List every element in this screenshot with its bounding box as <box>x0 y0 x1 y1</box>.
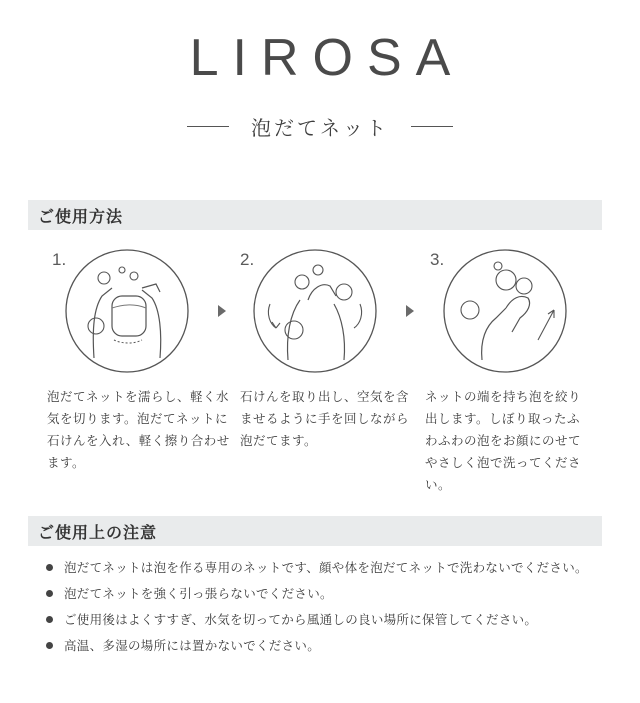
brand-logo: LIROSA <box>189 29 465 87</box>
step-2-number: 2. <box>240 250 255 269</box>
step-2-illustration <box>252 248 378 374</box>
step-3-number: 3. <box>430 250 445 269</box>
bullet-icon <box>46 642 53 649</box>
caution-item-3-text: ご使用後はよくすすぎ、水気を切ってから風通しの良い場所に保管してください。 <box>64 612 538 627</box>
caution-item-4 <box>46 634 596 658</box>
step-2-text: 石けんを取り出し、空気を含ませるように手を回しながら泡だてます。 <box>240 389 410 448</box>
caution-item-2 <box>46 582 596 606</box>
step-arrow-2 <box>406 305 414 317</box>
cautions-section-header <box>28 516 602 546</box>
usage-section-title: ご使用方法 <box>38 206 124 226</box>
step-1-text: 泡だてネットを濡らし、軽く水気を切ります。泡だてネットに石けんを入れ、軽く擦り合わせます。 <box>47 389 230 470</box>
step-1-illustration <box>64 248 190 374</box>
caution-item-2-text: 泡だてネットを強く引っ張らないでください。 <box>64 586 333 601</box>
subtitle-line-right <box>411 126 453 127</box>
step-1-number: 1. <box>52 250 67 269</box>
subtitle-line-left <box>187 126 229 127</box>
step-3-text: ネットの端を持ち泡を絞り出します。しぼり取ったふわふわの泡をお顔にのせてやさしく泡で洗ってください。 <box>425 389 582 492</box>
caution-item-1-text: 泡だてネットは泡を作る専用のネットです、顔や体を泡だてネットで洗わないでください。 <box>64 560 588 575</box>
caution-item-4-text: 高温、多湿の場所には置かないでください。 <box>64 638 321 653</box>
caution-item-3 <box>46 608 596 632</box>
usage-section-header <box>28 200 602 230</box>
bullet-icon <box>46 590 53 597</box>
product-subtitle: 泡だてネット <box>251 116 389 140</box>
bullet-icon <box>46 616 53 623</box>
bullet-icon <box>46 564 53 571</box>
subtitle-row <box>0 112 640 141</box>
step-3-illustration <box>442 248 568 374</box>
cautions-list <box>46 556 596 660</box>
caution-item-1 <box>46 556 596 580</box>
cautions-section-title: ご使用上の注意 <box>38 522 158 542</box>
step-arrow-1 <box>218 305 226 317</box>
